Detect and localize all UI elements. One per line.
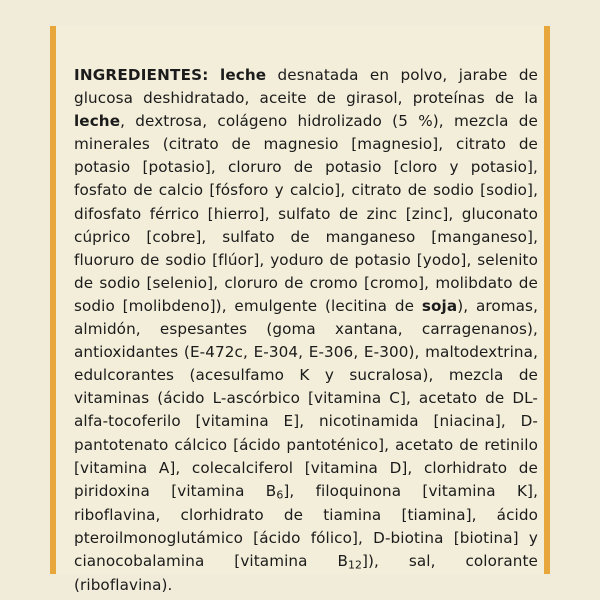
ingredients-segment-1: desnatada en polvo, jarabe de glucosa deshidratado, aceite de girasol, proteínas de la bbox=[74, 66, 539, 108]
ingredients-segment-5: ]), sal, colorante (riboflavina). bbox=[74, 551, 538, 594]
ingredients-label-panel bbox=[50, 26, 550, 594]
ingredients-heading: INGREDIENTES: bbox=[74, 66, 209, 84]
subscript-b12: 12 bbox=[348, 558, 362, 572]
ingredients-text-block bbox=[74, 64, 538, 597]
allergen-leche-1: leche bbox=[220, 66, 267, 84]
ingredients-segment-4: ], filoquinona [vitamina K], riboflavina, clorhidrato de tiamina [tiamina], ácido pteroilmonoglutámico [ácido fólico], D-biotina [biotina] y cianocobalamina [vitamina B bbox=[74, 481, 538, 570]
allergen-soja: soja bbox=[421, 296, 458, 315]
allergen-leche-2: leche bbox=[74, 112, 121, 131]
ingredients-segment-2: , dextrosa, colágeno hidrolizado (5 %), mezcla de minerales (citrato de magnesio [magnesio], citrato de potasio [potasio], cloruro de potasio [cloro y potasio], fosfato de calcio [fósforo y calcio], citrato de sodio [sodio], difosfato férrico [hierro], sulfato de zinc [zinc], gluconato cúprico [cobre], sulfato de manganeso [manganeso], fluoruro de sodio [flúor], yoduro de potasio [yodo], selenito de sodio [selenio], cloruro de cromo [cromo], molibdato de sodio [molibdeno]), emulgente (lecitina de bbox=[74, 112, 538, 315]
subscript-b6: 6 bbox=[276, 488, 284, 502]
ingredients-segment-3: ), aromas, almidón, espesantes (goma xantana, carragenanos), antioxidantes (E-472c, E-304, E-306, E-300), maltodextrina, edulcorantes (acesulfamo K y sucralosa), mezcla de vitaminas (ácido L-ascórbico [vitamina C], acetato de DL-alfa-tocoferilo [vitamina E], nicotinamida [niacina], D-pantotenato cálcico [ácido pantoténico], acetato de retinilo [vitamina A], colecalciferol [vitamina D], clorhidrato de piridoxina [vitamina B bbox=[74, 296, 539, 500]
